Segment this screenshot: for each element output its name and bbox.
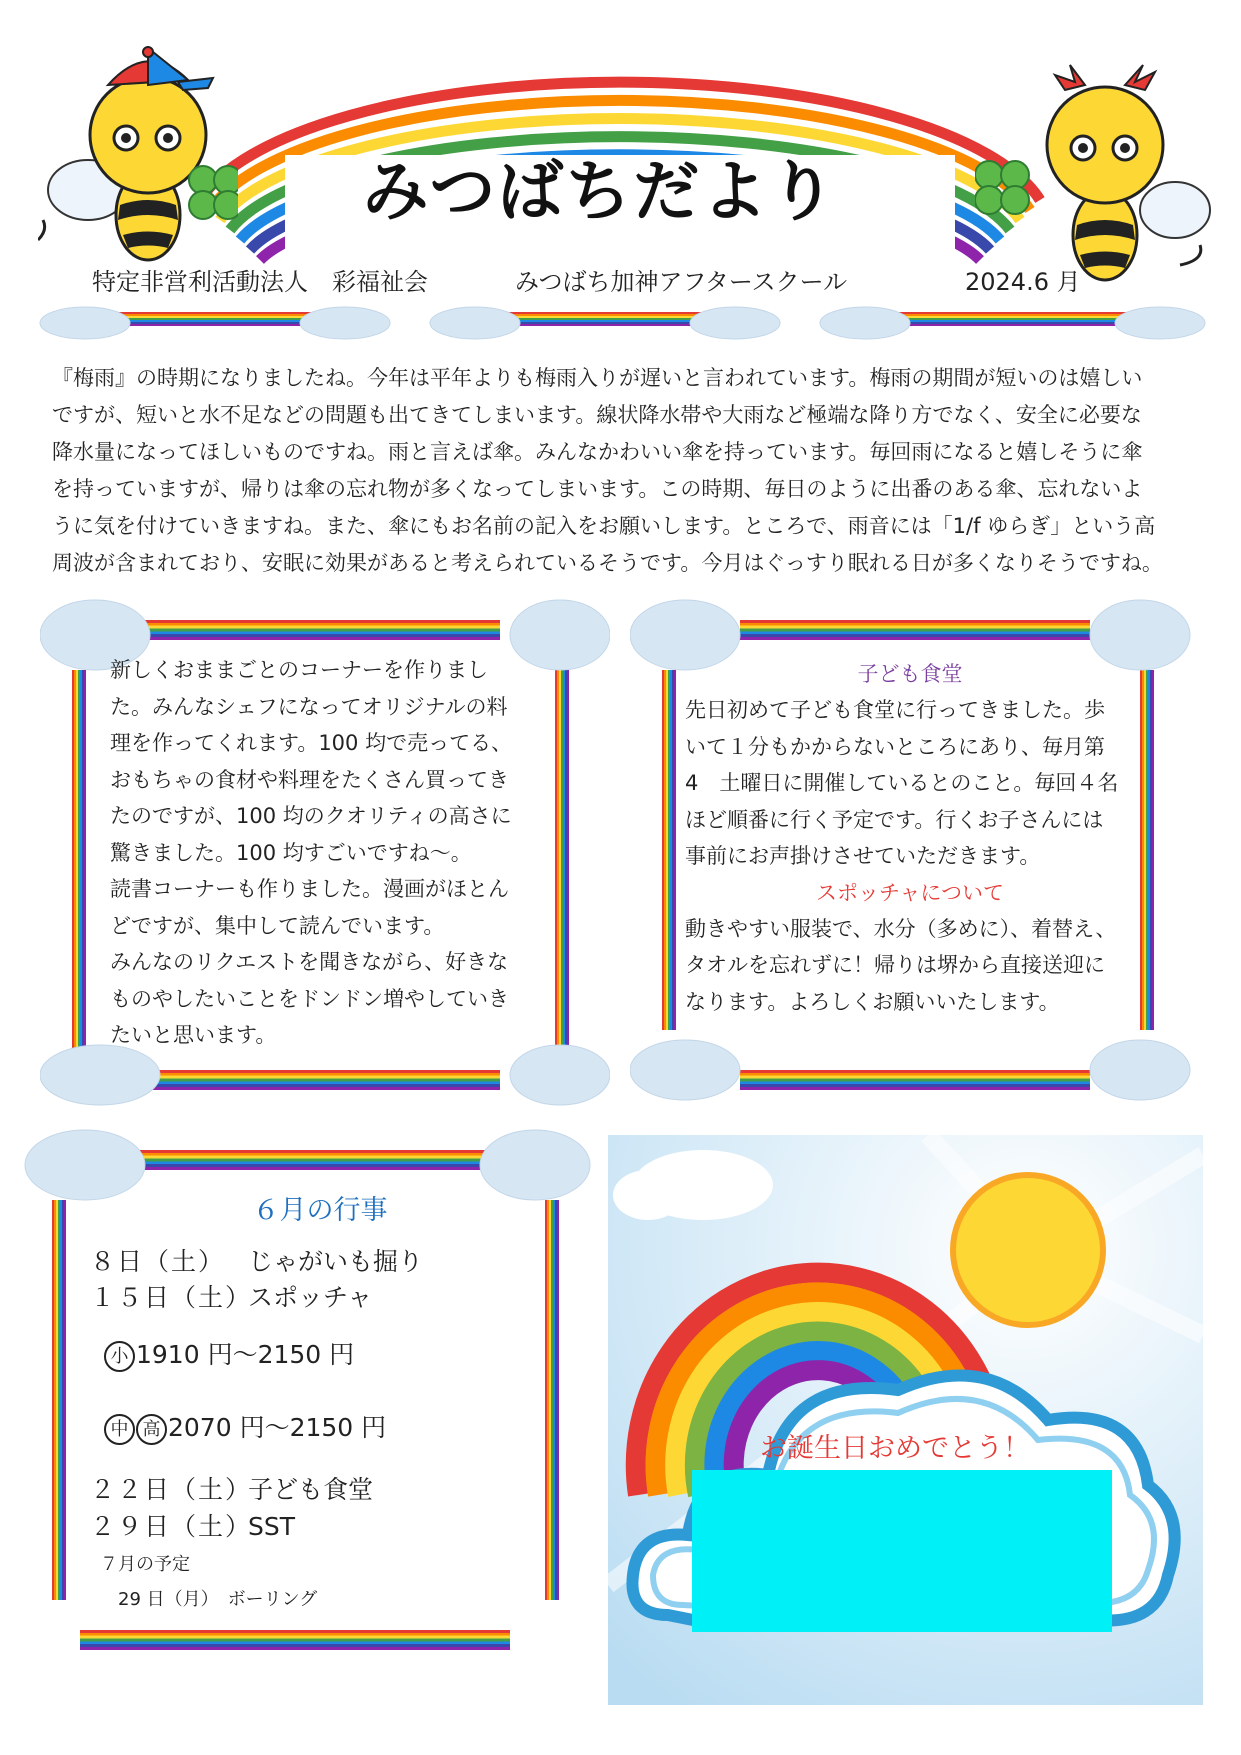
event-row (90, 1507, 295, 1543)
box-right-text (685, 656, 1135, 1020)
bee-boy-icon (38, 40, 238, 270)
intro-line: うに気を付けていきますね。また、傘にもお名前の記入をお願いします。ところで、雨音には「1/f ゆらぎ」という高 (52, 514, 1156, 538)
box-left-line: たのですが、100 均のクオリティの高さに (110, 804, 512, 828)
intro-line: 『梅雨』の時期になりましたね。今年は平年よりも梅雨入りが遅いと言われています。梅雨の期間が短いのは嬉しい (52, 366, 1143, 390)
events-right-bar (545, 1200, 559, 1600)
page-title: みつばちだより (362, 153, 838, 230)
box-left-line: た。みんなシェフになってオリジナルの料 (110, 694, 508, 719)
event-name: じゃがいも掘り (247, 1247, 423, 1276)
price-elementary: 1910 円～2150 円 (136, 1340, 355, 1369)
elementary-badge: 小 (104, 1341, 135, 1372)
box-right-line: 動きやすい服装で、水分（多めに）、着替え、 (685, 916, 1117, 941)
birthday-title: お誕生日おめでとう！ (760, 1433, 1030, 1464)
organization-name: 特定非営利活動法人 彩福祉会 (92, 268, 428, 296)
events-bottom-bar (80, 1630, 510, 1650)
box-left-line: たいと思います。 (110, 1023, 277, 1047)
divider-clouds (0, 295, 1241, 345)
event-date: １５日（土） (90, 1283, 253, 1312)
event-row (90, 1278, 372, 1314)
price-middle-high-row (104, 1408, 386, 1445)
price-elementary-row (104, 1335, 354, 1372)
box-right-line: ほど順番に行く予定です。行くお子さんには (685, 807, 1104, 832)
intro-line: 降水量になってほしいものですね。雨と言えば傘。みんなかわいい傘を持っています。毎回雨になると嬉しそうに傘 (52, 440, 1143, 464)
box-right-line: 事前にお声掛けさせていただきます。 (685, 844, 1041, 868)
school-name: みつばち加神アフタースクール (515, 268, 848, 296)
box-left-line: おもちゃの食材や料理をたくさん買ってき (110, 767, 509, 792)
middle-badge: 中 (104, 1414, 135, 1445)
box-left-text (110, 652, 550, 1054)
box-right-line: 先日初めて子ども食堂に行ってきました。歩 (685, 698, 1105, 722)
high-badge: 高 (136, 1414, 167, 1445)
box-right-line: なります。よろしくお願いいたします。 (685, 989, 1060, 1014)
price-middle-high: 2070 円～2150 円 (168, 1413, 387, 1442)
issue-date: 2024.6 月 (965, 268, 1081, 296)
event-date: ２９日（土） (90, 1512, 253, 1541)
box-left-line: 読書コーナーも作りました。漫画がほとん (110, 877, 509, 901)
event-name: スポッチャ (247, 1283, 373, 1312)
kids-cafeteria-heading: 子ども食堂 (857, 662, 963, 686)
box-right-line: タオルを忘れずに！帰りは堺から直接送迎に (685, 953, 1105, 977)
bee-girl-icon (975, 60, 1215, 290)
intro-paragraph (52, 360, 1192, 582)
box-left-line: 理を作ってくれます。100 均で売ってる、 (110, 731, 513, 755)
box-right-line: 4 土曜日に開催しているとのこと。毎回４名 (685, 771, 1119, 795)
event-row (90, 1242, 423, 1278)
next-month-label: ７月の予定 (100, 1554, 190, 1575)
box-right-line: いて１分もかからないところにあり、毎月第 (685, 734, 1105, 759)
birthday-names-placeholder (692, 1470, 1112, 1632)
event-date: ２２日（土） (90, 1475, 253, 1504)
intro-line: 周波が含まれており、安眠に効果があると考えられているそうです。今月はぐっすり眠れる日が多くなりそうですね。 (52, 551, 1163, 575)
intro-line: ですが、短いと水不足などの問題も出てきてしまいます。線状降水帯や大雨など極端な降り方でなく、安全に必要な (52, 403, 1142, 427)
event-date: ８日（土） (90, 1247, 226, 1276)
next-month-item: 29 日（月） ボーリング (118, 1589, 318, 1610)
spocha-heading: スポッチャについて (816, 880, 1004, 905)
box-left-line: 驚きました。100 均すごいですね～。 (110, 840, 472, 865)
intro-line: を持っていますが、帰りは傘の忘れ物が多くなってしまいます。この時期、毎日のように出番のある傘、忘れないよ (52, 477, 1143, 501)
events-left-bar (52, 1200, 66, 1600)
box-left-line: みんなのリクエストを聞きながら、好きな (110, 950, 509, 974)
events-title: ６月の行事 (252, 1195, 388, 1226)
box-left-line: ものやしたいことをドンドン増やしていき (110, 986, 509, 1011)
event-row (90, 1470, 373, 1506)
box-left-line: どですが、集中して読んでいます。 (110, 913, 445, 938)
event-name: 子ども食堂 (247, 1475, 373, 1504)
box-left-line: 新しくおままごとのコーナーを作りまし (110, 658, 488, 682)
event-name: SST (247, 1512, 295, 1541)
